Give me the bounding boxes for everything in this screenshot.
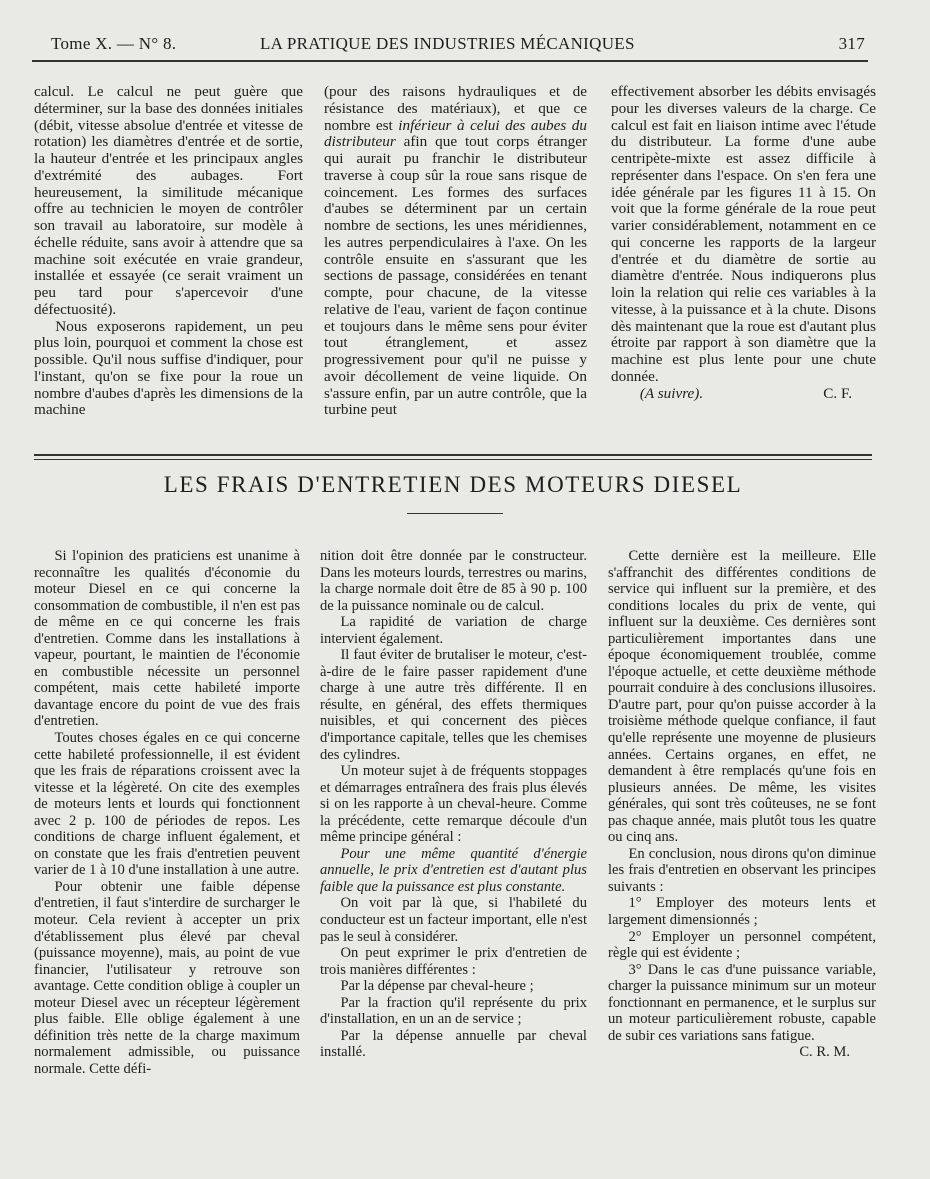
paragraph: calcul. Le calcul ne peut guère que déterminer, sur la base des données initiales (débit, vitesse absolue d'entrée et vitesse de rotation) les diamètres d'entrée et de sortie, la hauteur d'entrée et les principaux angles d'extrémité des aubages. Fort heureusement, la similitude mécanique offre au technicien le moyen de contrôler son travail au laboratoire, sur modèle à échelle réduite, sans avoir à attendre que sa machine soit exécutée en vraie grandeur, installée et essayée (ce serait vraiment un peu tard pour s'apercevoir d'une défectuosité). (34, 83, 303, 318)
volume-number: Tome X. — N° 8. (51, 34, 177, 53)
journal-title: LA PRATIQUE DES INDUSTRIES MÉCANIQUES (260, 34, 635, 53)
paragraph: On peut exprimer le prix d'entretien de trois manières différentes : (320, 945, 587, 978)
paragraph: On voit par là que, si l'habileté du conducteur est un facteur important, elle n'est pas le seul à considérer. (320, 895, 587, 945)
list-item: Par la fraction qu'il représente du prix d'installation, en un an de service ; (320, 994, 587, 1028)
signature-line (608, 1044, 876, 1061)
list-item: Par la dépense par cheval-heure ; (340, 978, 534, 995)
paragraph: Toutes choses égales en ce qui concerne cette habileté professionnelle, il est évident que les frais de réparations croissent avec la vitesse et la légèreté. On cite des exemples de moteurs lents et lourds qui fonctionnent avec 2 p. 100 de périodes de repos. Les conditions de charge influent également, et on constate que les frais d'entretien peuvent varier de 1 à 10 d'une installation à une autre. (34, 730, 300, 879)
paragraph: Un moteur sujet à de fréquents stoppages et démarrages entraînera des frais plus élevés si on les rapporte à un cheval-heure. Comme la précédente, cette remarque découle d'un même principe général : (320, 763, 587, 846)
header-rule (32, 60, 868, 62)
list-item: 1° Employer des moteurs lents et largement dimensionnés ; (608, 895, 876, 929)
paragraph (324, 84, 587, 419)
section-divider-thin (34, 459, 872, 460)
section-divider (34, 454, 872, 456)
article-title: LES FRAIS D'ENTRETIEN DES MOTEURS DIESEL (163, 472, 743, 497)
emphasis: inférieur à celui des aubes du distributeur (324, 116, 587, 151)
author-initials: C. R. M. (799, 1044, 850, 1061)
to-follow-note: (A suivre). (639, 384, 704, 402)
signature-line (611, 386, 876, 403)
list-item: 3° Dans le cas d'une puissance variable, charger la puissance minimum sur un moteur fonctionnant en permanence, et le surplus sur un moteur particulièrement robuste, capable de subir ces variations sans fatigue. (608, 961, 876, 1044)
paragraph: Nous exposerons rapidement, un peu plus loin, pourquoi et comment la chose est possible. Qu'il nous suffise d'indiquer, pour l'instant, qu'on se fixe pour la roue un nombre d'aubes d'après les dimensions de la machine (34, 317, 303, 419)
page-header (32, 34, 868, 56)
article-column-1 (34, 548, 300, 1078)
paragraph: Il faut éviter de brutaliser le moteur, c'est-à-dire de le faire passer rapidement d'une charge à une autre très différente. Il en résulte, en général, des effets thermiques nuisibles, et qui concernent des pièces d'importance capitale, telles que les chemises des cylindres. (320, 647, 587, 763)
article-column-2 (320, 548, 587, 1061)
paragraph: En conclusion, nous dirons qu'on diminue les frais d'entretien en observant les principes suivants : (608, 845, 876, 895)
paragraph: Si l'opinion des praticiens est unanime à reconnaître les qualités d'économie du moteur Diesel en ce qui concerne la consommation de combustible, il n'en est pas de même en ce qui concerne les frais d'entretien. Comme dans les installations à vapeur, pourtant, le maintien de l'économie en combustible nécessite un personnel compétent, mais cette habileté importe davantage encore du point de vue des frais d'entretien. (34, 548, 300, 730)
paragraph: Pour obtenir une faible dépense d'entretien, il faut s'interdire de surcharger le moteur. Cela revient à accepter un prix d'établissement plus élevé par cheval (puissance moyenne), mais, au point de vue financier, l'utilisateur y retrouve son avantage. Cette condition oblige à coupler un moteur Diesel avec un récepteur légèrement plus faible. Elle oblige également à une définition très nette de la charge maximum normalement admissible, ou puissance normale. Cette défi- (34, 878, 300, 1077)
principle-statement: Pour une même quantité d'énergie annuelle, le prix d'entretien est d'autant plus faible que la puissance est plus constante. (320, 845, 587, 895)
paragraph: effectivement absorber les débits envisagés pour les diverses valeurs de la charge. Ce calcul est fait en liaison intime avec l'étude du distributeur. La forme d'une aube centripète-mixte est assez difficile à représenter dans l'espace. On s'en fera une idée générale par les figures 11 à 15. On voit que la forme générale de la roue peut varier considérablement, notamment en ce qui concerne les rapports de la largeur d'entrée et du diamètre de sortie au diamètre d'entrée. Nous indiquerons plus loin la relation qui relie ces variables à la vitesse, à la puissance et à la chute. Disons dès maintenant que la roue est d'autant plus étroite par rapport à son diamètre que la machine est plus lente pour une chute donnée. (611, 83, 876, 385)
list-item: 2° Employer un personnel compétent, règle qui est évidente ; (608, 928, 876, 962)
text-run: (pour des raisons hydrauliques et de résistance des matériaux), et que ce nombre est (324, 83, 587, 134)
author-initials: C. F. (823, 384, 852, 402)
previous-article-column-1 (34, 84, 303, 419)
paragraph: La rapidité de variation de charge intervient également. (320, 614, 587, 647)
paragraph: Cette dernière est la meilleure. Elle s'affranchit des différentes conditions de service qui influent sur la première, et des conditions locales du prix de vente, qui influent sur la deuxième. Ces dernières sont particulièrement importantes dans une époque économiquement troublée, comme l'époque actuelle, et cette deuxième méthode pourrait conduire à des conclusions illusoires. D'autre part, pour qu'on puisse accorder à la troisième méthode quelque confiance, il faut qu'elle représente une moyenne de plusieurs années. Certains organes, en effet, ne demandent à être remplacés qu'une fois en plusieurs années. De même, les visites générales, qui sont très coûteuses, ne se font pas chaque année, mais plutôt tous les quatre ou cinq ans. (608, 548, 876, 846)
list-item: Par la dépense annuelle par cheval installé. (320, 1027, 587, 1061)
paragraph: nition doit être donnée par le constructeur. Dans les moteurs lourds, terrestres ou marins, la charge normale doit être de 85 à 90 p. 100 de la puissance nominale ou de calcul. (320, 548, 587, 614)
text-run: afin que tout corps étranger qui aurait pu franchir le distributeur traverse à coup sûr la roue sans risque de coincement. Les formes des surfaces d'aubes se déterminent par un certain nombre de sections, les unes méridiennes, les autres perpendiculaires à l'axe. On les contrôle ensuite en s'assurant que les sections de passage, considérées en tenant compte, pour chacune, de la vitesse relative de l'eau, varient de façon continue et toujours dans le même sens pour éviter tout étranglement, et assez progressivement pour qu'il ne puisse y avoir décollement de veine liquide. On s'assure enfin, par un autre contrôle, que la turbine peut (324, 133, 587, 419)
title-underline (407, 513, 503, 514)
page-number: 317 (838, 34, 865, 53)
previous-article-column-3 (611, 84, 876, 402)
previous-article-column-2 (324, 84, 587, 419)
article-column-3 (608, 548, 876, 1061)
